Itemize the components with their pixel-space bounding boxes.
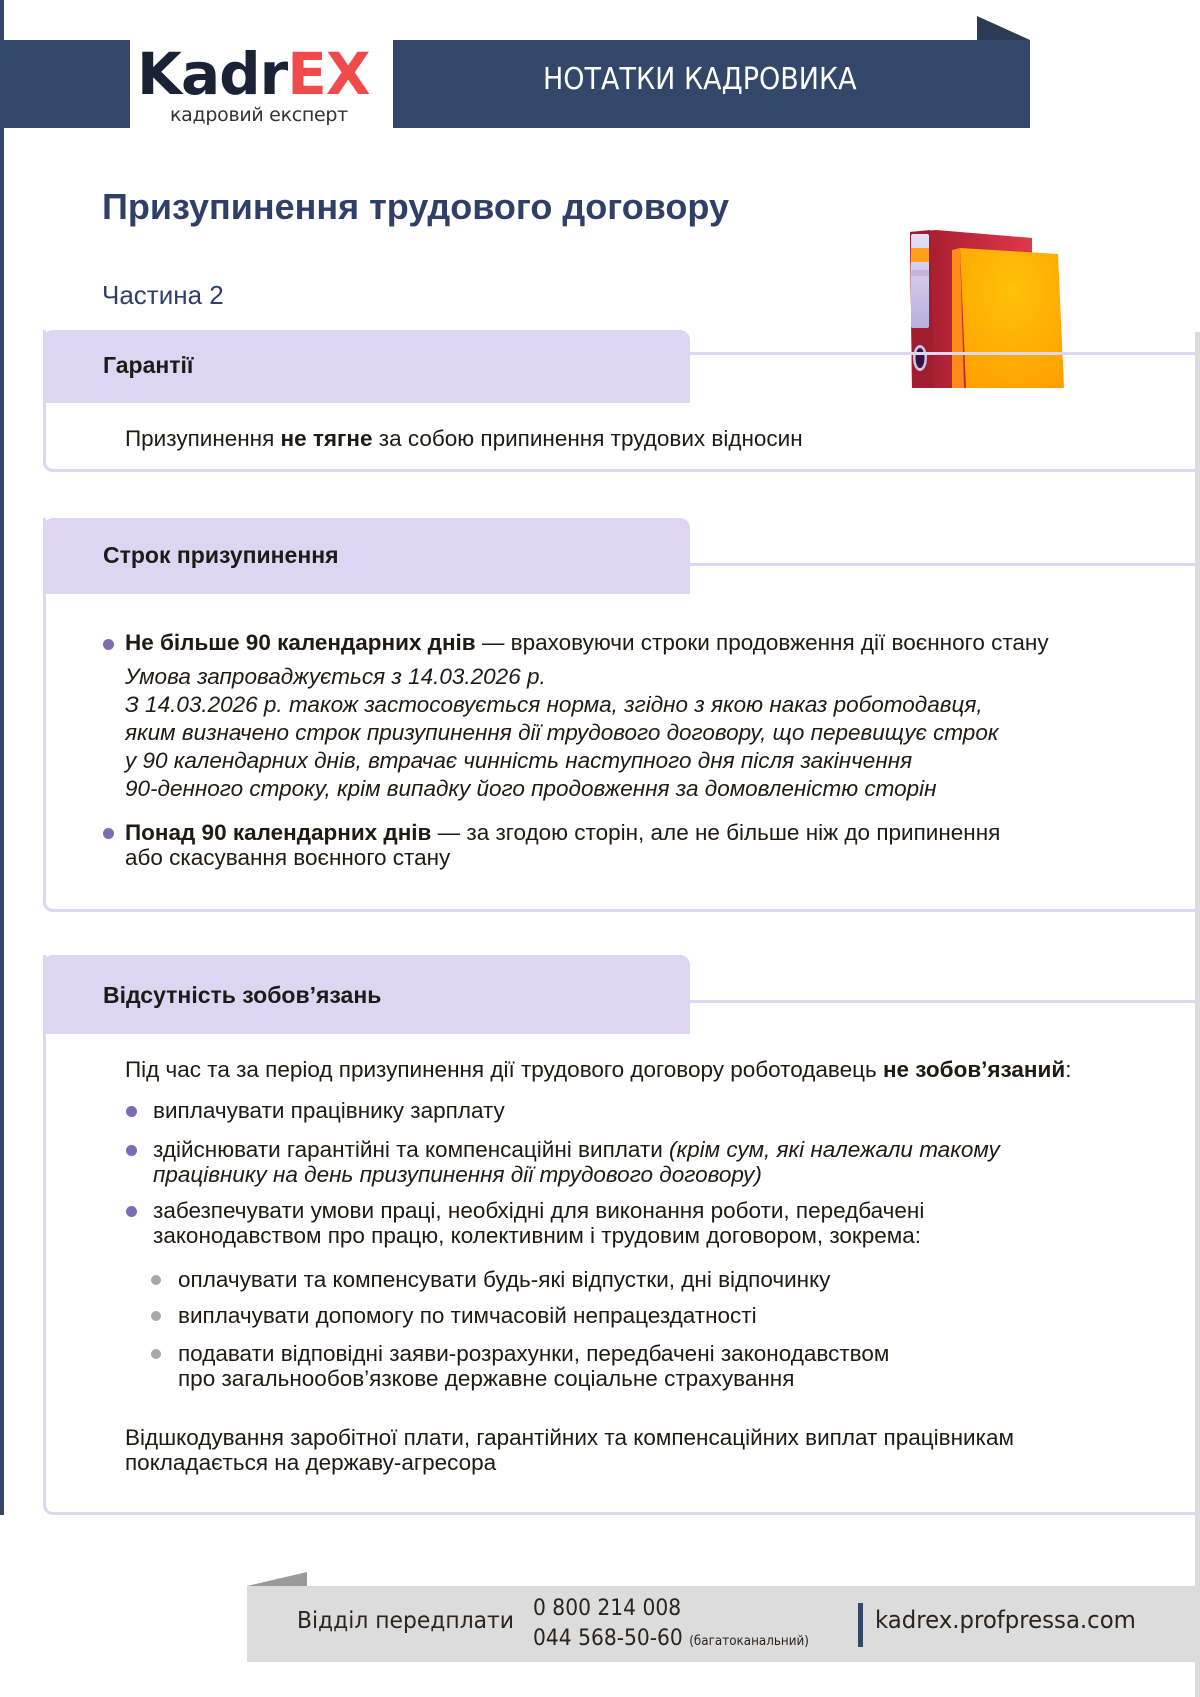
- bullet-icon: [126, 1145, 137, 1156]
- note-line: З 14.03.2026 р. також застосовується норма, згідно з якою наказ роботодавця,: [125, 692, 983, 717]
- sub-bullet-icon: [151, 1275, 161, 1285]
- website-link[interactable]: kadrex.profpressa.com: [875, 1606, 1136, 1634]
- bullet-icon: [103, 639, 114, 650]
- sub-list-item: оплачувати та компенсувати будь-які відпустки, дні відпочинку: [178, 1267, 831, 1292]
- outro-text: Відшкодування заробітної плати, гарантійних та компенсаційних виплат працівникам: [125, 1425, 1014, 1450]
- bullet-icon: [126, 1106, 137, 1117]
- banner-fold: [977, 16, 1030, 40]
- guarantee-text: Призупинення не тягне за собою припинення трудових відносин: [125, 426, 803, 451]
- sub-list-item: виплачувати допомогу по тимчасовій непрацездатності: [178, 1303, 757, 1328]
- note-line: у 90 календарних днів, втрачає чинність наступного дня після закінчення: [125, 748, 913, 773]
- sub-bullet-icon: [151, 1311, 161, 1321]
- list-item: здійснювати гарантійні та компенсаційні виплати (крім сум, які належали такому: [153, 1137, 1000, 1162]
- header-banner: [393, 40, 1030, 128]
- footer-bar: [247, 1586, 1195, 1662]
- footer-fold: [247, 1572, 307, 1586]
- note-line: 90-денного строку, крім випадку його продовження за домовленістю сторін: [125, 776, 937, 801]
- header-bar-left: [4, 40, 130, 128]
- section-header-suspension-term: [43, 518, 690, 594]
- logo-wordmark: KadrEX: [137, 40, 370, 108]
- section-title: Відсутність зобов’язань: [103, 982, 382, 1008]
- bullet-icon: [126, 1206, 137, 1217]
- bullet-icon: [103, 828, 114, 839]
- list-item: Понад 90 календарних днів — за згодою сторін, але не більше ніж до припинення: [125, 820, 1001, 845]
- list-item-continuation: законодавством про працю, колективним і трудовим договором, зокрема:: [153, 1223, 922, 1248]
- list-item-continuation: або скасування воєнного стану: [125, 845, 451, 870]
- list-item-continuation: працівнику на день призупинення дії трудового договору): [153, 1162, 762, 1187]
- footer-divider: [858, 1603, 863, 1647]
- sub-bullet-icon: [151, 1349, 161, 1359]
- note-line: Умова запроваджується з 14.03.2026 р.: [125, 664, 546, 689]
- page-title: Призупинення трудового договору: [102, 186, 729, 227]
- section-title: Гарантії: [103, 352, 194, 378]
- sub-list-item-continuation: про загальнообов’язкове державне соціальне страхування: [178, 1366, 795, 1391]
- list-item: Не більше 90 календарних днів — враховуючи строки продовження дії воєнного стану: [125, 630, 1049, 655]
- phone-number[interactable]: 0 800 214 008: [533, 1596, 682, 1621]
- list-item: виплачувати працівнику зарплату: [153, 1098, 505, 1123]
- left-edge-rail: [0, 0, 4, 1515]
- phone-number-multichannel[interactable]: 044 568-50-60 (багатоканальний): [533, 1626, 809, 1651]
- list-item: забезпечувати умови праці, необхідні для виконання роботи, передбачені: [153, 1198, 925, 1223]
- logo-tagline: кадровий експерт: [170, 104, 348, 126]
- outro-text: покладається на державу-агресора: [125, 1450, 497, 1475]
- section-title: Строк призупинення: [103, 542, 339, 568]
- sub-list-item: подавати відповідні заяви-розрахунки, передбачені законодавством: [178, 1341, 890, 1366]
- subscription-label: Відділ передплати: [297, 1608, 514, 1634]
- page-subtitle: Частина 2: [102, 280, 224, 310]
- section-header-guarantees: [43, 330, 690, 403]
- logo: [130, 40, 393, 128]
- intro-text: Під час та за період призупинення дії трудового договору роботодавець не зобов’язаний:: [125, 1057, 1072, 1082]
- note-line: яким визначено строк призупинення дії трудового договору, що перевищує строк: [125, 720, 999, 745]
- logo-accent: EX: [287, 40, 370, 108]
- section-header-no-obligations: [43, 955, 690, 1034]
- banner-title: НОТАТКИ КАДРОВИКА: [543, 62, 857, 97]
